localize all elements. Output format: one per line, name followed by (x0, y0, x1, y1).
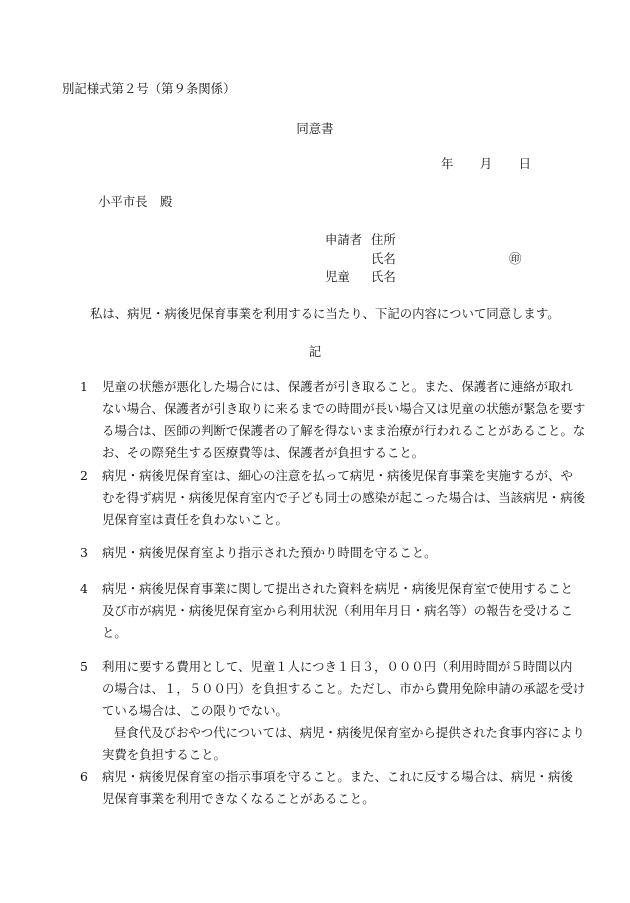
clause-number: 1 (80, 379, 88, 394)
page-title: 同意書 (296, 121, 334, 136)
clause-line: の場合は、１，５００円）を負担すること。ただし、市から費用免除申請の承認を受け (102, 681, 586, 696)
clause-line: お、その際発生する医療費等は、保護者が負担すること。 (102, 445, 425, 460)
applicant-name-label: 氏名 (371, 251, 396, 266)
clause-5 (80, 656, 586, 766)
form-label: 別記様式第２号（第９条関係） (62, 81, 236, 96)
applicant-label: 申請者 (325, 232, 363, 247)
recipient: 小平市長 殿 (98, 194, 173, 209)
clause-1 (80, 376, 586, 464)
clause-3 (80, 542, 550, 564)
clause-body (102, 465, 585, 531)
address-label: 住所 (371, 232, 396, 247)
clause-line: る場合は、医師の判断で保護者の了解を得ないまま治療が行われることがあること。な (102, 423, 586, 438)
clause-2 (80, 465, 585, 531)
clause-4 (80, 578, 573, 644)
clause-line: 利用に要する費用として、児童１人につき１日３，０００円（利用時間が５時間以内 (102, 659, 573, 674)
clause-line: ない場合、保護者が引き取りに来るまでの時間が長い場合又は児童の状態が緊急を要す (102, 401, 586, 416)
date-line (441, 153, 531, 175)
date-day-label: 日 (518, 156, 531, 171)
clause-number: 6 (80, 769, 88, 784)
clause-line: 児保育事業を利用できなくなることがあること。 (102, 791, 375, 806)
clause-number: 4 (80, 581, 88, 596)
clause-body (102, 766, 573, 810)
clause-number: 3 (80, 545, 88, 560)
clause-number: 2 (80, 468, 88, 483)
clause-body (102, 542, 550, 564)
clause-line: 病児・病後児保育室より指示された預かり時間を守ること。 (102, 545, 437, 560)
clause-body (102, 578, 573, 644)
clause-number: 5 (80, 659, 88, 674)
clause-line: 病児・病後児保育事業に関して提出された資料を病児・病後児保育室で使用すること (102, 581, 573, 596)
clause-line: むを得ず病児・病後児保育室内で子ども同士の感染が起こった場合は、当該病児・病後 (102, 490, 585, 505)
child-label: 児童 (325, 269, 350, 284)
clause-line: 及び市が病児・病後児保育室から利用状況（利用年月日・病名等）の報告を受けるこ (102, 603, 573, 618)
clause-6 (80, 766, 573, 810)
clause-line: 病児・病後児保育室の指示事項を守ること。また、これに反する場合は、病児・病後 (102, 769, 573, 784)
clause-note-line: 実費を負担すること。 (102, 747, 226, 762)
date-year-label: 年 (441, 156, 454, 171)
clause-line: 病児・病後児保育室は、細心の注意を払って病児・病後児保育事業を実施するが、や (102, 468, 573, 483)
clause-body (102, 376, 585, 464)
date-month-label: 月 (479, 156, 493, 171)
clause-line: と。 (102, 625, 127, 640)
seal-mark: ㊞ (509, 251, 522, 266)
clause-line: 児保育室は責任を負わないこと。 (102, 512, 288, 527)
clause-body (102, 656, 585, 766)
clause-note-line: 昼食代及びおやつ代については、病児・病後児保育室から提供された食事内容により (114, 725, 585, 740)
ki-heading: 記 (308, 344, 322, 359)
clause-line: ている場合は、この限りでない。 (102, 703, 288, 718)
child-name-label: 氏名 (371, 269, 396, 284)
clause-line: 児童の状態が悪化した場合には、保護者が引き取ること。また、保護者に連絡が取れ (102, 379, 573, 394)
intro-statement: 私は、病児・病後児保育事業を利用するに当たり、下記の内容について同意します。 (90, 306, 560, 321)
